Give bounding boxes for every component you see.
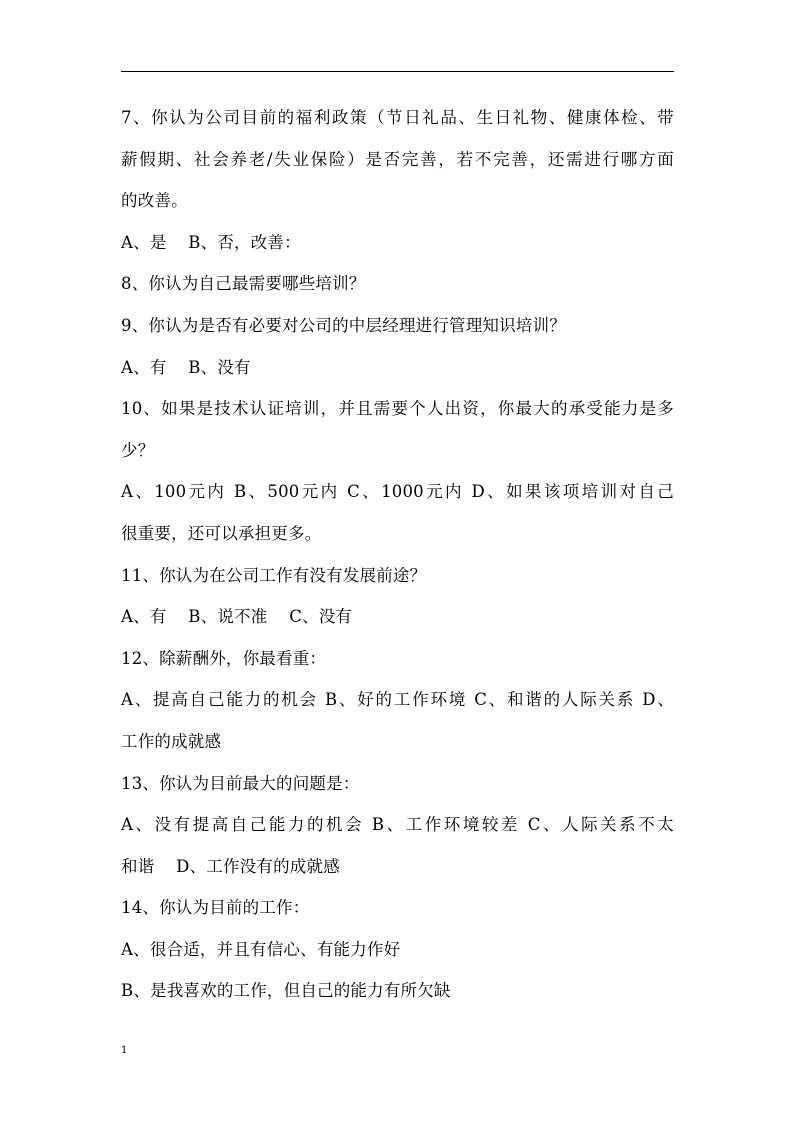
question-9: 9、你认为是否有必要对公司的中层经理进行管理知识培训？ <box>121 315 566 335</box>
question-8: 8、你认为自己最需要哪些培训？ <box>121 274 366 294</box>
question-13: 13、你认为目前最大的问题是： <box>121 773 360 793</box>
question-9-options: A、有 B、没有 <box>121 357 251 377</box>
question-10-line-1: 10、如果是技术认证培训，并且需要个人出资，你最大的承受能力是多 <box>121 399 674 419</box>
question-10-line-2: 少？ <box>121 440 155 460</box>
header-rule <box>121 71 674 72</box>
question-10-options-line-2: 很重要，还可以承担更多。 <box>121 523 322 543</box>
page-number: 1 <box>121 1045 128 1056</box>
question-13-options-line-1: A、没有提高自己能力的机会 B、工作环境较差 C、人际关系不太 <box>121 815 674 835</box>
question-7-line-3: 的改善。 <box>121 191 188 211</box>
question-12-options-line-1: A、提高自己能力的机会 B、好的工作环境 C、和谐的人际关系 D、 <box>121 690 674 710</box>
question-7-line-1: 7、你认为公司目前的福利政策（节日礼品、生日礼物、健康体检、带 <box>121 108 674 127</box>
question-13-options-line-2: 和谐 D、工作没有的成就感 <box>121 856 340 876</box>
question-14-option-a: A、很合适，并且有信心、有能力作好 <box>121 939 401 959</box>
question-11: 11、你认为在公司工作有没有发展前途？ <box>121 565 427 585</box>
question-12-options-line-2: 工作的成就感 <box>121 731 222 751</box>
question-14-option-b: B、是我喜欢的工作，但自己的能力有所欠缺 <box>121 981 451 1001</box>
question-10-options-line-1: A、100元内 B、500元内 C、1000元内 D、如果该项培训对自己 <box>121 482 674 502</box>
question-7-options: A、是 B、否，改善： <box>121 232 301 252</box>
question-14: 14、你认为目前的工作： <box>121 898 310 918</box>
question-11-options: A、有 B、说不准 C、没有 <box>121 607 353 627</box>
question-12: 12、除薪酬外，你最看重： <box>121 648 327 668</box>
survey-content <box>121 97 674 1012</box>
question-7-line-2: 薪假期、社会养老/失业保险）是否完善，若不完善，还需进行哪方面 <box>121 149 674 169</box>
